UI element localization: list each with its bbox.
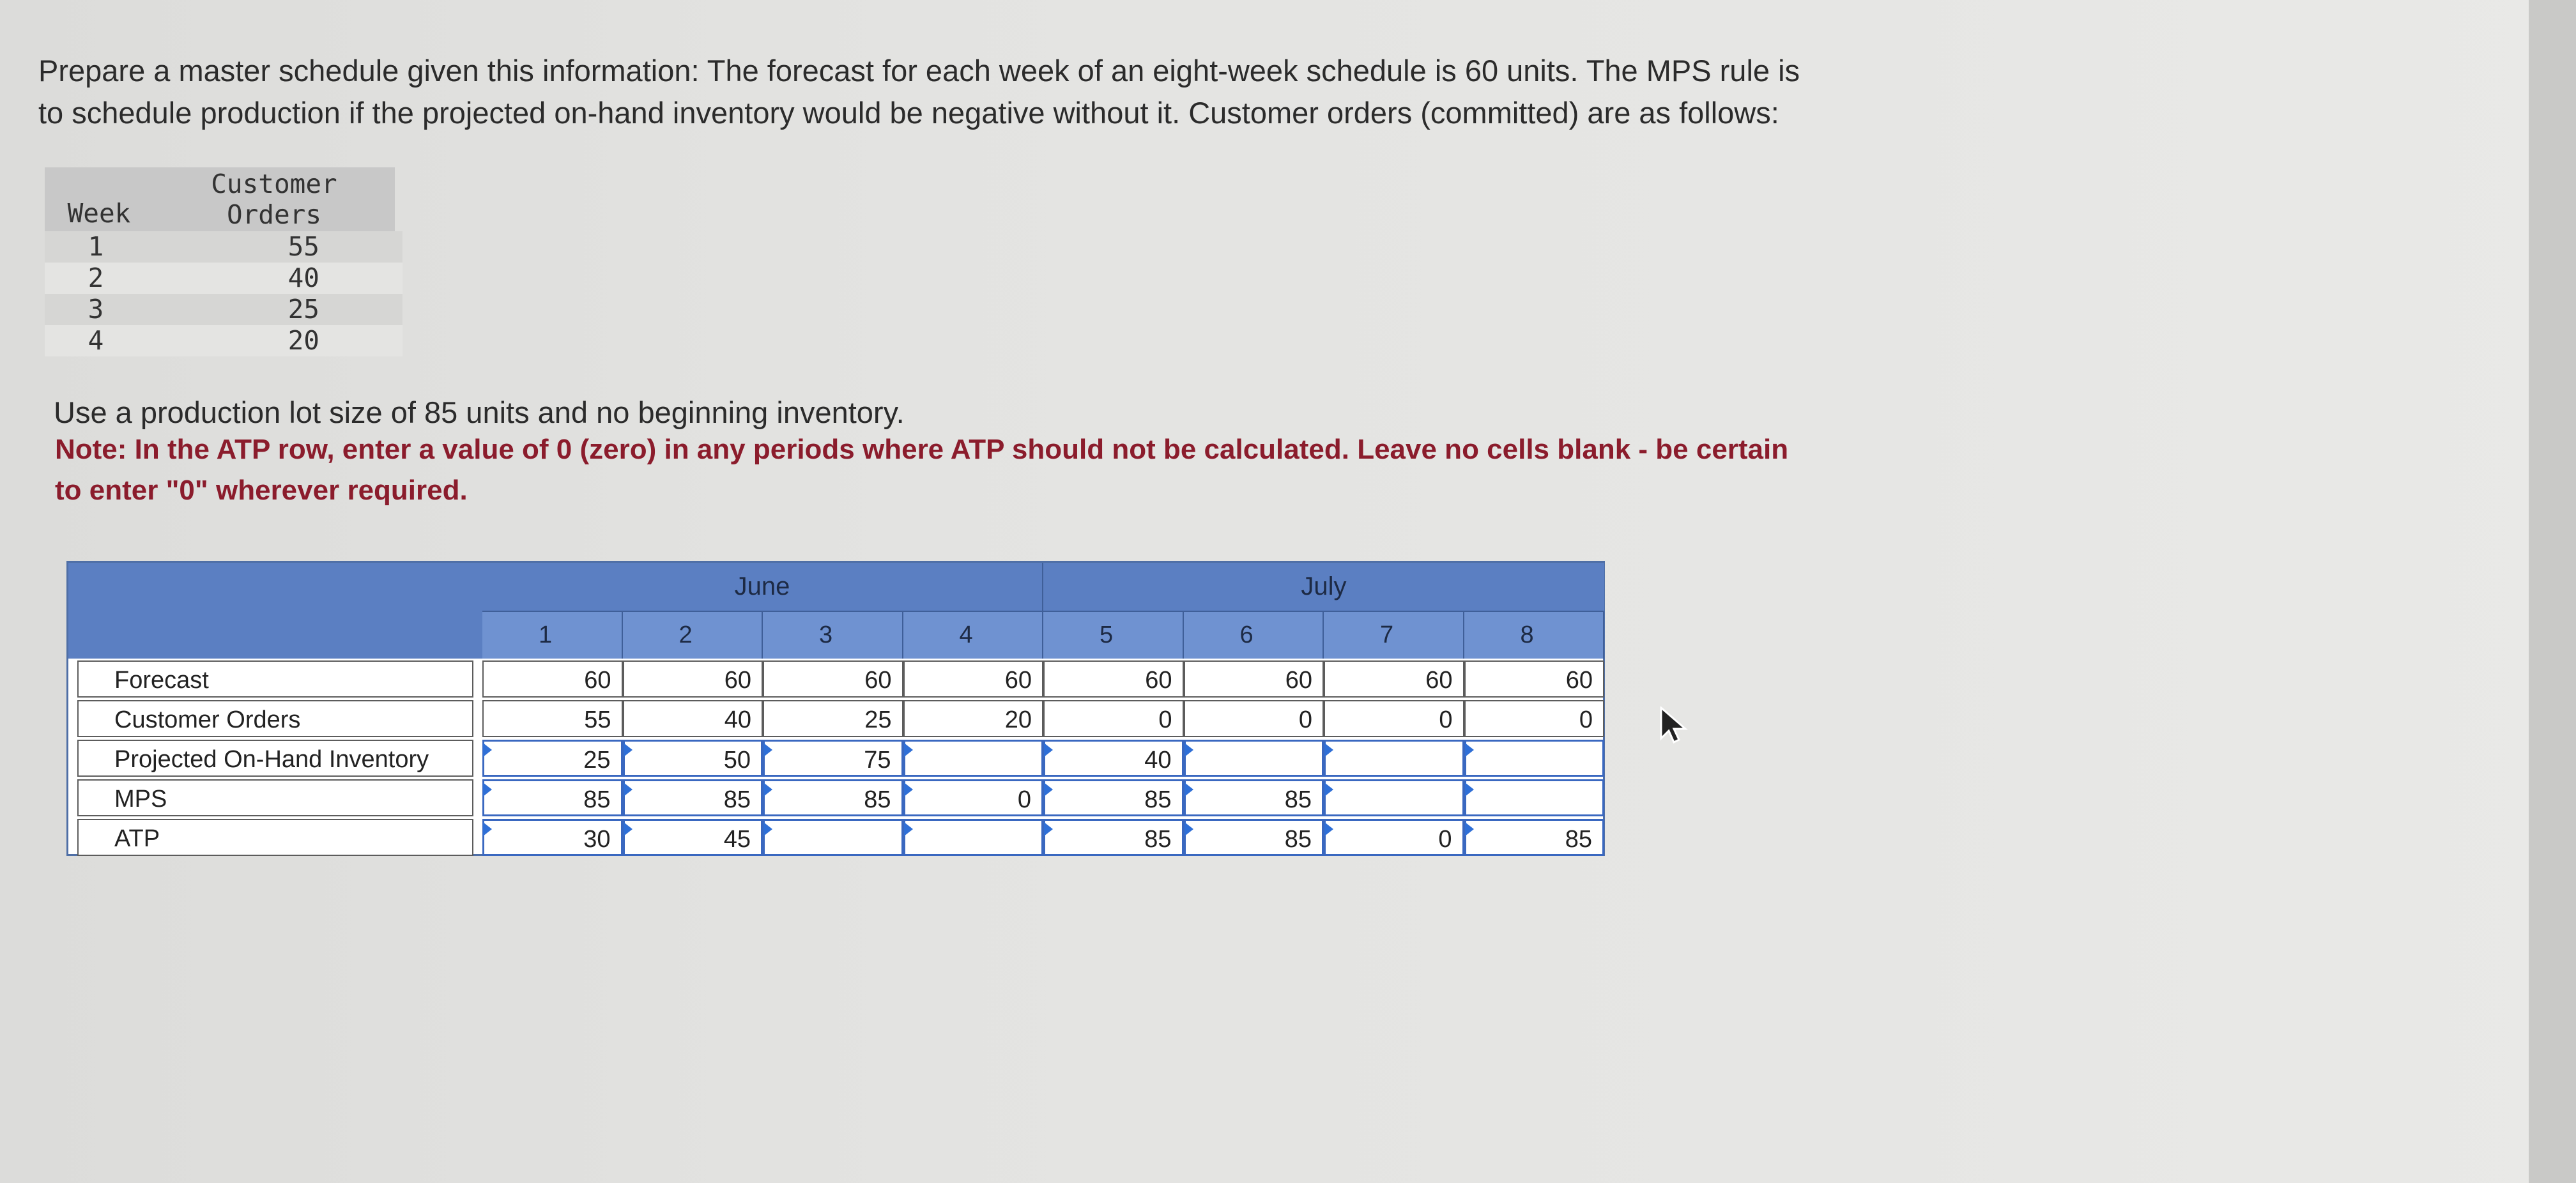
customer-orders-body bbox=[45, 231, 402, 356]
input-cell-projected-on-hand-inventory-week-7[interactable] bbox=[1324, 740, 1464, 777]
customer-orders-table bbox=[45, 167, 402, 356]
input-cell-atp-week-2[interactable]: 45 bbox=[623, 819, 763, 856]
value-cell-customer-orders-week-8: 0 bbox=[1464, 700, 1605, 737]
input-cell-atp-week-1[interactable]: 30 bbox=[482, 819, 623, 856]
row-label-forecast: Forecast bbox=[77, 660, 473, 698]
month-header-july: July bbox=[1043, 563, 1604, 612]
value-cell-forecast-week-6: 60 bbox=[1184, 660, 1324, 698]
week-header-4: 4 bbox=[903, 612, 1044, 659]
input-cell-mps-week-2[interactable]: 85 bbox=[623, 779, 763, 816]
week-header-6: 6 bbox=[1184, 612, 1324, 659]
orders-column-header: Customer Orders bbox=[211, 169, 337, 230]
master-schedule-grid bbox=[66, 561, 1605, 856]
input-cell-projected-on-hand-inventory-week-2[interactable]: 50 bbox=[623, 740, 763, 777]
week-header-3: 3 bbox=[763, 612, 903, 659]
input-cell-mps-week-6[interactable]: 85 bbox=[1184, 779, 1324, 816]
input-cell-mps-week-4[interactable]: 0 bbox=[903, 779, 1044, 816]
input-cell-projected-on-hand-inventory-week-3[interactable]: 75 bbox=[763, 740, 903, 777]
problem-line-2: to schedule production if the projected on-hand inventory would be negative without it. Customer orders (committed) are as follows: bbox=[38, 96, 1779, 130]
background-edge bbox=[2529, 0, 2576, 1183]
input-cell-mps-week-1[interactable]: 85 bbox=[482, 779, 623, 816]
table-row: 3 25 bbox=[45, 294, 402, 325]
value-cell-forecast-week-8: 60 bbox=[1464, 660, 1605, 698]
row-label-mps: MPS bbox=[77, 779, 473, 816]
value-cell-customer-orders-week-6: 0 bbox=[1184, 700, 1324, 737]
week-header-5: 5 bbox=[1043, 612, 1184, 659]
week-header-7: 7 bbox=[1324, 612, 1464, 659]
problem-statement bbox=[38, 50, 2019, 134]
table-row: 4 20 bbox=[45, 325, 402, 356]
row-label-customer-orders: Customer Orders bbox=[77, 700, 473, 737]
input-cell-projected-on-hand-inventory-week-8[interactable] bbox=[1464, 740, 1605, 777]
problem-line-1: Prepare a master schedule given this information: The forecast for each week of an eight-week schedule is 60 units. The MPS rule is bbox=[38, 54, 1800, 88]
value-cell-forecast-week-1: 60 bbox=[482, 660, 623, 698]
month-header-june: June bbox=[482, 563, 1043, 612]
mouse-cursor-icon bbox=[1660, 706, 1689, 745]
value-cell-forecast-week-3: 60 bbox=[763, 660, 903, 698]
table-row: 1 55 bbox=[45, 231, 402, 263]
input-cell-atp-week-5[interactable]: 85 bbox=[1043, 819, 1184, 856]
input-cell-projected-on-hand-inventory-week-5[interactable]: 40 bbox=[1043, 740, 1184, 777]
input-cell-mps-week-5[interactable]: 85 bbox=[1043, 779, 1184, 816]
value-cell-forecast-week-5: 60 bbox=[1043, 660, 1184, 698]
lot-size-text: Use a production lot size of 85 units and no beginning inventory. bbox=[54, 395, 905, 429]
value-cell-customer-orders-week-7: 0 bbox=[1324, 700, 1464, 737]
value-cell-customer-orders-week-3: 25 bbox=[763, 700, 903, 737]
input-cell-atp-week-4[interactable] bbox=[903, 819, 1044, 856]
value-cell-forecast-week-4: 60 bbox=[903, 660, 1044, 698]
input-cell-projected-on-hand-inventory-week-4[interactable] bbox=[903, 740, 1044, 777]
week-header-8: 8 bbox=[1464, 612, 1605, 659]
input-cell-projected-on-hand-inventory-week-6[interactable] bbox=[1184, 740, 1324, 777]
value-cell-forecast-week-2: 60 bbox=[623, 660, 763, 698]
week-column-header: Week bbox=[67, 198, 131, 229]
table-row: 2 40 bbox=[45, 263, 402, 294]
atp-note: Note: In the ATP row, enter a value of 0 (zero) in any periods where ATP should not be calculated. Leave no cells blank - be certain to enter "0" wherever required. bbox=[55, 434, 1789, 506]
input-cell-atp-week-8[interactable]: 85 bbox=[1464, 819, 1605, 856]
input-cell-projected-on-hand-inventory-week-1[interactable]: 25 bbox=[482, 740, 623, 777]
input-cell-atp-week-6[interactable]: 85 bbox=[1184, 819, 1324, 856]
value-cell-customer-orders-week-4: 20 bbox=[903, 700, 1044, 737]
input-cell-atp-week-7[interactable]: 0 bbox=[1324, 819, 1464, 856]
input-cell-atp-week-3[interactable] bbox=[763, 819, 903, 856]
week-header-2: 2 bbox=[623, 612, 763, 659]
value-cell-customer-orders-week-1: 55 bbox=[482, 700, 623, 737]
value-cell-forecast-week-7: 60 bbox=[1324, 660, 1464, 698]
input-cell-mps-week-8[interactable] bbox=[1464, 779, 1605, 816]
row-label-projected-on-hand-inventory: Projected On-Hand Inventory bbox=[77, 740, 473, 777]
input-cell-mps-week-3[interactable]: 85 bbox=[763, 779, 903, 816]
value-cell-customer-orders-week-2: 40 bbox=[623, 700, 763, 737]
customer-orders-header bbox=[45, 167, 395, 231]
value-cell-customer-orders-week-5: 0 bbox=[1043, 700, 1184, 737]
row-label-atp: ATP bbox=[77, 819, 473, 856]
week-header-1: 1 bbox=[482, 612, 623, 659]
grid-corner-header bbox=[68, 563, 484, 659]
input-cell-mps-week-7[interactable] bbox=[1324, 779, 1464, 816]
